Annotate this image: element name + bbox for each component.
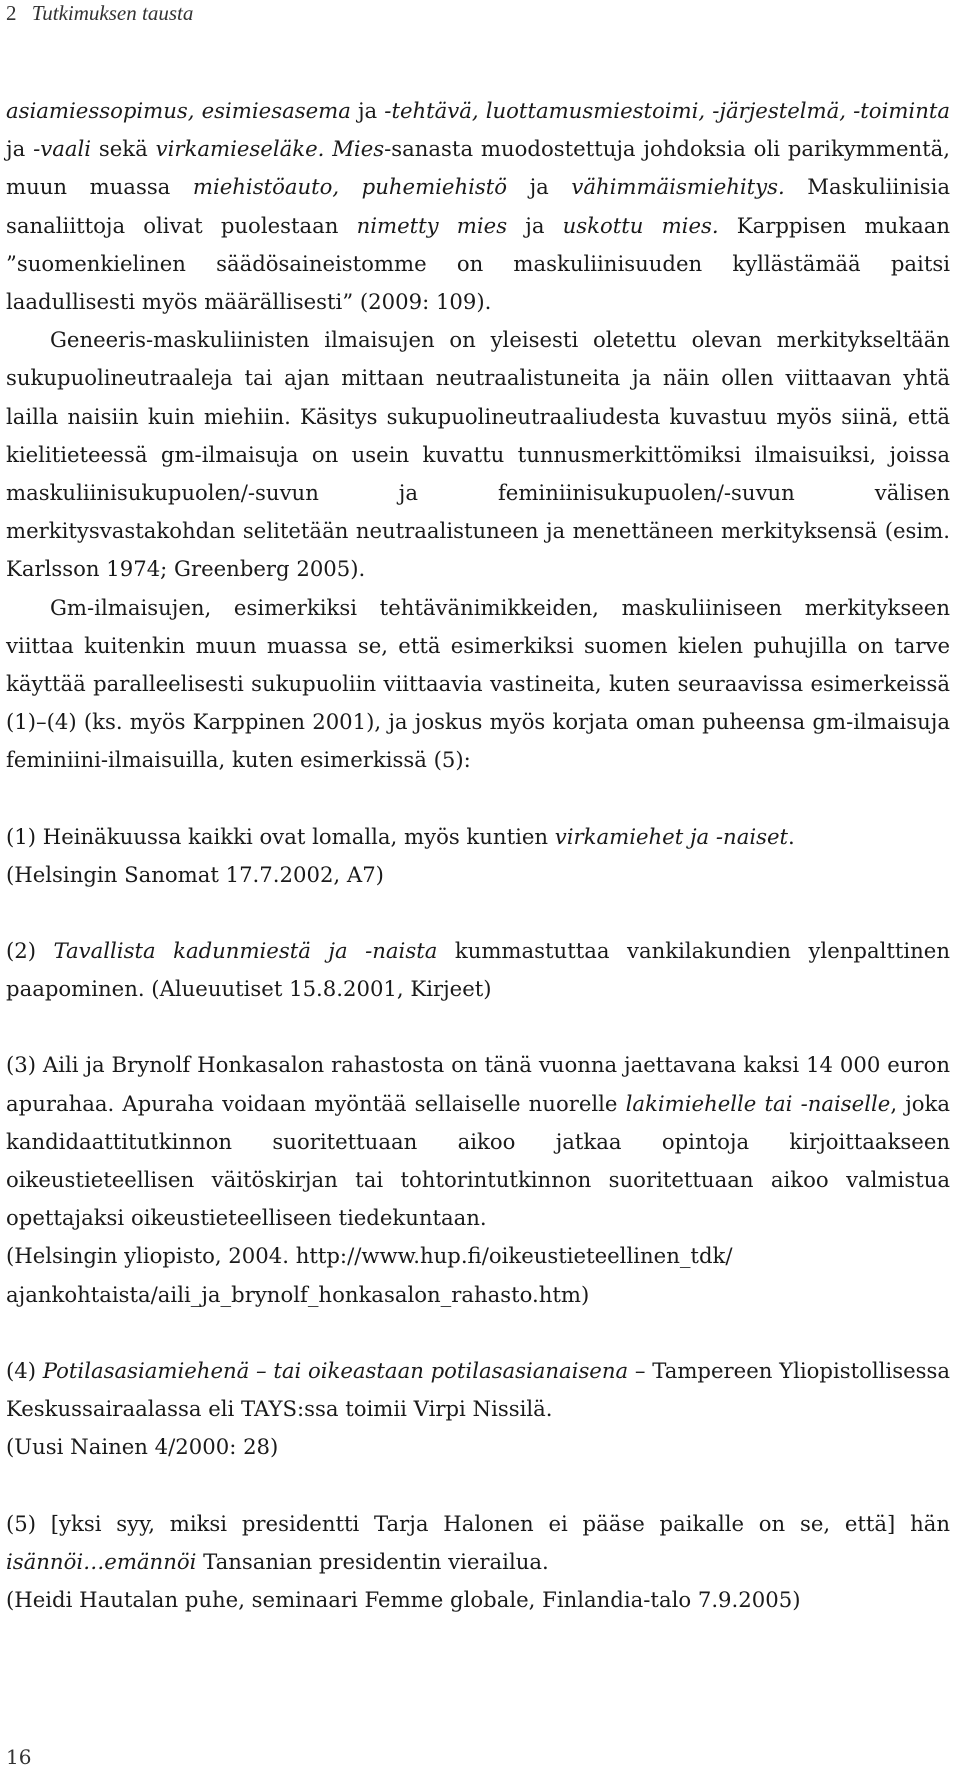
running-header xyxy=(6,0,193,26)
example-2 xyxy=(6,932,950,1008)
paragraph-1 xyxy=(6,92,950,321)
paragraph-3: Gm-ilmaisujen, esimerkiksi tehtävänimikkeiden, maskuliiniseen merkitykseen viittaa kuitenkin muun muassa se, että esimerkiksi suomen kielen puhujilla on tarve käyttää paralleelisesti sukupuoliin viittaavia vastineita, kuten seuraavissa esimerkeissä (1)–(4) (ks. myös Karppinen 2001), ja joskus myös korjata oman puheensa gm-ilmaisuja feminiini-ilmaisuilla, kuten esimerkissä (5): xyxy=(6,594,950,773)
example-text: . xyxy=(788,823,795,849)
p1-term: -vaali xyxy=(33,136,92,162)
p1-term: virkamieseläke. xyxy=(155,136,325,162)
p1-text: -sanasta muodostettuja johdoksia oli parikymmentä, muun muassa xyxy=(6,136,951,200)
example-1-text xyxy=(6,818,950,856)
p1-text: ja xyxy=(507,174,572,200)
example-3 xyxy=(6,1046,950,1313)
example-1-source: (Helsingin Sanomat 17.7.2002, A7) xyxy=(6,861,384,887)
p1-text: sekä xyxy=(91,136,156,162)
p1-term: Mies xyxy=(332,136,385,162)
page-folio: 16 xyxy=(6,1745,32,1769)
example-text: Tansanian presidentin vierailua. xyxy=(196,1548,549,1574)
example-text: (4) xyxy=(6,1357,43,1383)
example-5 xyxy=(6,1505,950,1620)
example-term: lakimiehelle tai -naiselle xyxy=(625,1090,891,1116)
example-4-source: (Uusi Nainen 4/2000: 28) xyxy=(6,1434,279,1460)
example-3-text xyxy=(6,1046,950,1237)
paragraph-2: Geneeris-maskuliinisten ilmaisujen on yleisesti oletettu olevan merkitykseltään sukupuolineutraaleja tai ajan mittaan neutraalistuneita ja näin ollen viittaavan yhtä lailla naisiin kuin miehiin. Käsitys sukupuolineutraaliudesta kuvastuu myös siinä, että kielitieteessä gm-ilmaisuja on usein kuvattu tunnusmerkittömiksi ilmaisuiksi, joissa maskuliinisukupuolen/-suvun ja feminiinisukupuolen/-suvun välisen merkitysvastakohdan selitetään neutraalistuneen ja menettäneen merkityksensä (esim. Karlsson 1974; Greenberg 2005). xyxy=(6,327,950,582)
example-term: Potilasasiamiehenä – tai oikeastaan potilasasianaisena xyxy=(42,1357,629,1383)
example-text: , joka kandidaattitutkinnon suoritettuaan aikoo jatkaa opintoja kirjoittaakseen oikeustieteellisen väitöskirjan tai tohtorintutkinnon suoritettuaan aikoo valmistua opettajaksi oikeustieteelliseen tiedekuntaan. xyxy=(6,1090,950,1231)
example-text: kummastuttaa vankilakundien ylenpalttinen paapominen. (Alueuutiset 15.8.2001, Kirjeet) xyxy=(6,938,950,1002)
p1-term: vähimmäismiehitys. xyxy=(571,174,785,200)
example-term: isännöi…emännöi xyxy=(6,1548,197,1574)
header-page-number: 2 xyxy=(6,1,17,25)
p1-text: ja xyxy=(507,212,563,238)
p1-term: uskottu mies. xyxy=(562,212,719,238)
example-term: Tavallista kadunmiestä ja -naista xyxy=(53,938,438,964)
example-text: (1) Heinäkuussa kaikki ovat lomalla, myös kuntien xyxy=(6,823,555,849)
p1-text: Karppisen mukaan ”suomenkielinen säädösaineistomme on maskuliinisuuden kyllästämää paitsi laadullisesti myös määrällisesti” (2009: 109). xyxy=(6,212,950,315)
example-5-source: (Heidi Hautalan puhe, seminaari Femme globale, Finlandia-talo 7.9.2005) xyxy=(6,1586,801,1612)
example-text: – Tampereen Yliopistollisessa Keskussairaalassa eli TAYS:ssa toimii Virpi Nissilä. xyxy=(6,1357,951,1422)
example-text: (5) [yksi syy, miksi presidentti Tarja Halonen ei pääse paikalle on se, että] hän xyxy=(6,1510,950,1536)
example-3-source-line-2: ajankohtaista/aili_ja_brynolf_honkasalon_rahasto.htm) xyxy=(6,1281,590,1307)
p1-text: Maskuliinisia sanaliittoja olivat puolestaan xyxy=(6,174,951,238)
p1-text: ja xyxy=(350,98,385,123)
example-4 xyxy=(6,1352,950,1467)
example-text: (3) Aili ja Brynolf Honkasalon rahastosta on tänä vuonna jaettavana kaksi 14 000 euron apurahaa. Apuraha voidaan myöntää sellaiselle nuorelle xyxy=(6,1052,950,1116)
page-body xyxy=(6,92,950,1619)
example-text: (2) xyxy=(6,938,54,964)
example-term: virkamiehet ja -naiset xyxy=(554,823,789,849)
example-4-text xyxy=(6,1352,950,1428)
p1-term: asiamiessopimus, esimiesasema xyxy=(6,98,351,123)
example-1 xyxy=(6,818,950,894)
example-5-text xyxy=(6,1505,950,1581)
example-3-source-line-1: (Helsingin yliopisto, 2004. http://www.hup.fi/oikeustieteellinen_tdk/ xyxy=(6,1243,733,1269)
header-running-title: Tutkimuksen tausta xyxy=(31,1,194,25)
p1-term: miehistöauto, puhemiehistö xyxy=(192,174,508,200)
p1-term: nimetty mies xyxy=(356,212,508,238)
p1-text: ja xyxy=(6,136,34,162)
p1-term: -tehtävä, luottamusmiestoimi, -järjestelmä, -toiminta xyxy=(384,98,950,123)
